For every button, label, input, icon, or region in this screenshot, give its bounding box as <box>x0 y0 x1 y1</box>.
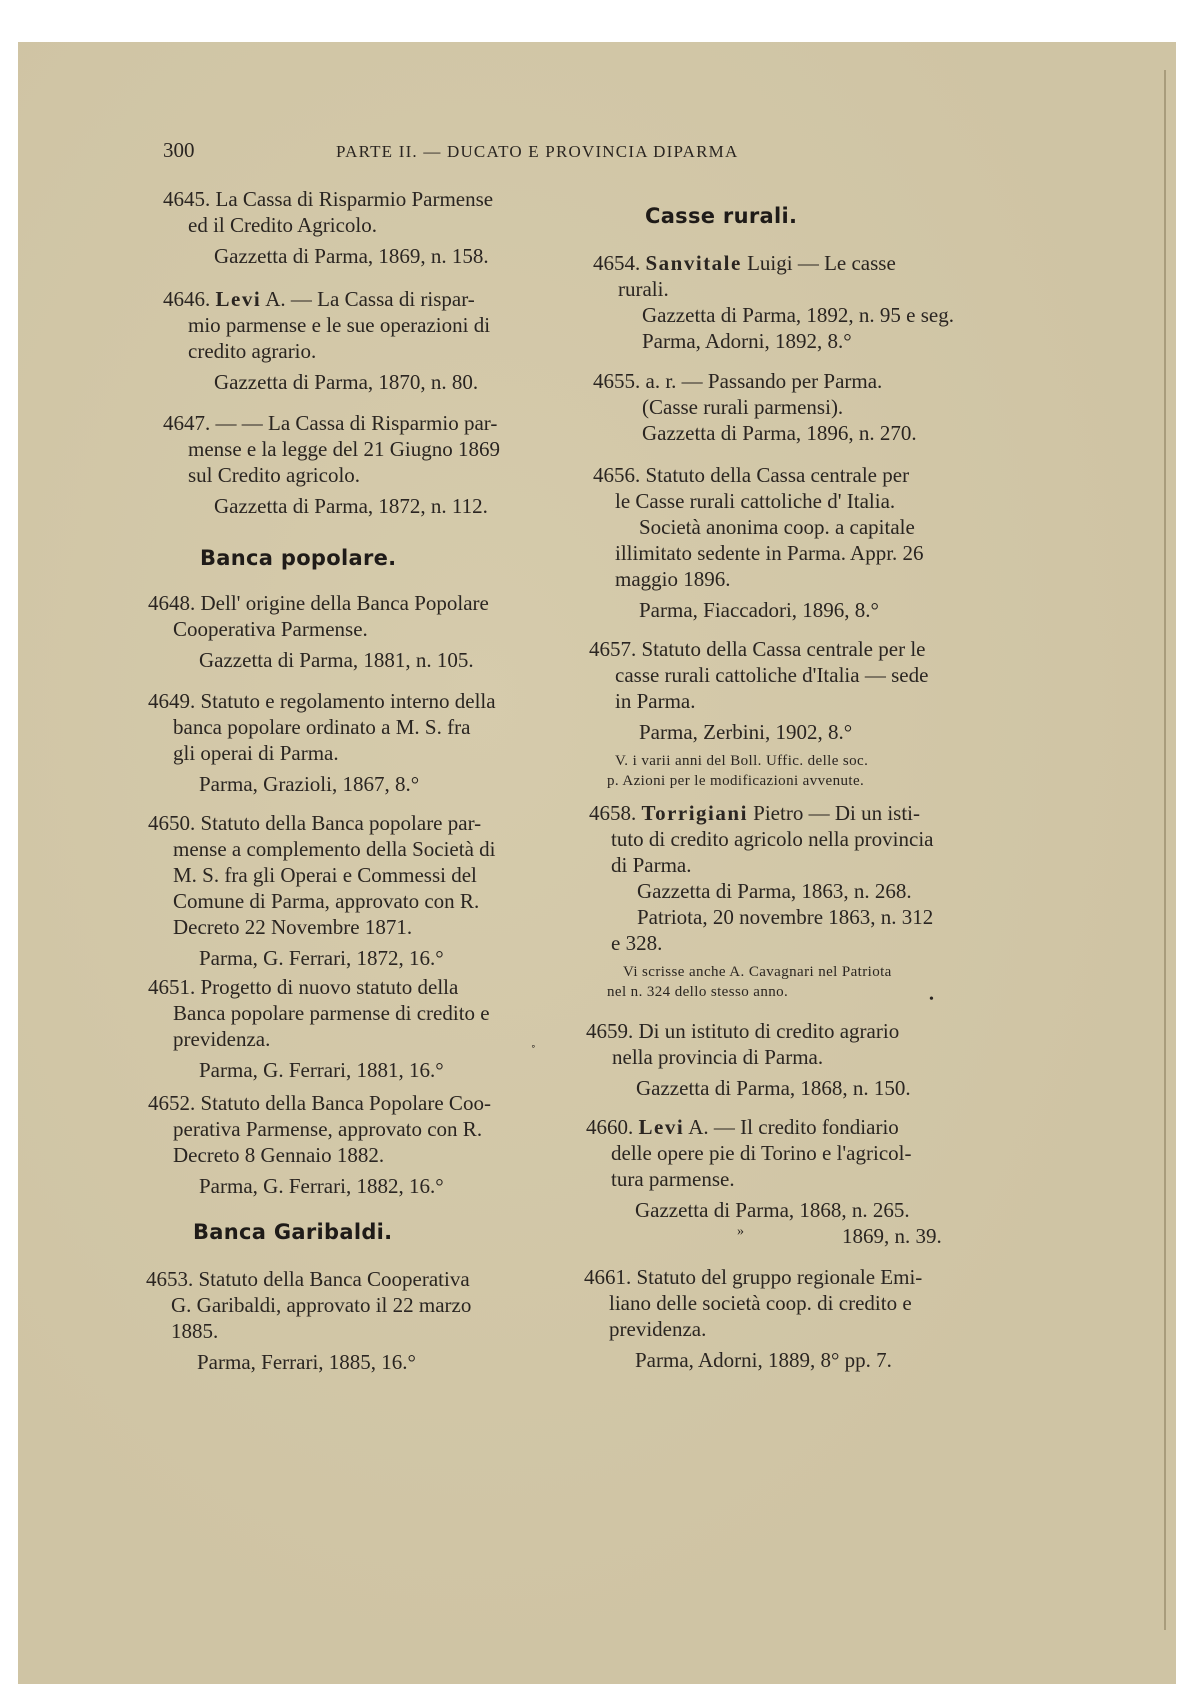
entry-line: previdenza. <box>173 1027 271 1051</box>
entry-publication: Gazzetta di Parma, 1869, n. 158. <box>214 244 489 268</box>
entry-line: le Casse rurali cattoliche d' Italia. <box>615 489 896 513</box>
entry-line: (Casse rurali parmensi). <box>642 395 844 419</box>
entry-4651 <box>148 974 490 1083</box>
entry-line: 4648. Dell' origine della Banca Popolare <box>148 591 489 615</box>
entry-note: V. i varii anni del Boll. Uffic. delle soc. <box>615 753 869 769</box>
entry-title: A. — Il credito fondiario <box>688 1115 899 1139</box>
entry-4657 <box>589 636 928 791</box>
entry-title: A. — La Cassa di rispar- <box>265 287 475 311</box>
entry-publication: Parma, Grazioli, 1867, 8.° <box>199 772 420 796</box>
page-edge <box>1164 70 1166 1630</box>
entry-line: in Parma. <box>615 689 696 713</box>
entry-number: 4658. <box>589 801 637 825</box>
entry-publication: Gazzetta di Parma, 1892, n. 95 e seg. <box>642 303 954 327</box>
entry-line: tuto di credito agricolo nella provincia <box>611 827 934 851</box>
entry-publication: Parma, Adorni, 1889, 8° pp. 7. <box>635 1348 892 1372</box>
entry-publication: 1869, n. 39. <box>842 1224 942 1248</box>
entry-line: Cooperativa Parmense. <box>173 617 368 641</box>
entry-publication: Parma, Zerbini, 1902, 8.° <box>639 720 853 744</box>
entry-line: Comune di Parma, approvato con R. <box>173 889 480 913</box>
entry-4661 <box>584 1264 922 1373</box>
entry-publication: Parma, G. Ferrari, 1881, 16.° <box>199 1058 444 1082</box>
entry-line: Decreto 22 Novembre 1871. <box>173 915 413 939</box>
entry-line: Società anonima coop. a capitale <box>639 515 915 539</box>
entry-publication: Parma, G. Ferrari, 1872, 16.° <box>199 946 444 970</box>
entry-line: casse rurali cattoliche d'Italia — sede <box>615 663 929 687</box>
entry-title: Pietro — Di un isti- <box>753 801 920 825</box>
entry-line: 4651. Progetto di nuovo statuto della <box>148 975 459 999</box>
entry-line: delle opere pie di Torino e l'agricol- <box>611 1141 912 1165</box>
entry-line: mense e la legge del 21 Giugno 1869 <box>188 437 501 461</box>
entry-publication: Gazzetta di Parma, 1863, n. 268. <box>637 879 912 903</box>
entry-title: Luigi — Le casse <box>747 251 896 275</box>
entry-line: 4653. Statuto della Banca Cooperativa <box>146 1267 470 1291</box>
entry-publication: Patriota, 20 novembre 1863, n. 312 <box>637 905 934 929</box>
entry-line: rurali. <box>618 277 669 301</box>
entry-line: di Parma. <box>611 853 692 877</box>
entry-line: M. S. fra gli Operai e Commessi del <box>173 863 477 887</box>
entry-4655 <box>593 368 917 446</box>
entry-publication: Parma, Adorni, 1892, 8.° <box>642 329 852 353</box>
running-head: PARTE II. — DUCATO E PROVINCIA DIPARMA <box>336 142 739 161</box>
entry-publication: Gazzetta di Parma, 1868, n. 150. <box>636 1076 911 1100</box>
entry-4648 <box>148 590 489 673</box>
entry-publication: Gazzetta di Parma, 1872, n. 112. <box>214 494 488 518</box>
entry-note: nel n. 324 dello stesso anno. <box>607 984 789 1000</box>
speck-mark: ˚ <box>531 1044 536 1059</box>
entry-publication: Parma, Fiaccadori, 1896, 8.° <box>639 598 879 622</box>
entry-author: Levi <box>638 1115 685 1139</box>
entry-publication: Parma, Ferrari, 1885, 16.° <box>197 1350 416 1374</box>
entry-4646 <box>163 286 490 395</box>
entry-publication: Gazzetta di Parma, 1870, n. 80. <box>214 370 479 394</box>
entry-4654 <box>593 250 954 354</box>
entry-line: ed il Credito Agricolo. <box>188 213 377 237</box>
entry-line: Banca popolare parmense di credito e <box>173 1001 490 1025</box>
entry-author: Sanvitale <box>645 251 742 275</box>
section-heading-banca-garibaldi: Banca Garibaldi. <box>193 1220 393 1244</box>
entry-author: Torrigiani <box>641 801 748 825</box>
entry-4653 <box>146 1266 471 1375</box>
entry-publication: Gazzetta di Parma, 1868, n. 265. <box>635 1198 910 1222</box>
entry-note: p. Azioni per le modificazioni avvenute. <box>607 773 865 789</box>
entry-4649 <box>148 688 496 797</box>
entry-line: illimitato sedente in Parma. Appr. 26 <box>615 541 924 565</box>
entry-line: 1885. <box>171 1319 219 1343</box>
entry-line: credito agrario. <box>188 339 317 363</box>
entry-publication: Gazzetta di Parma, 1881, n. 105. <box>199 648 474 672</box>
entry-line: 4649. Statuto e regolamento interno della <box>148 689 496 713</box>
section-heading-casse-rurali: Casse rurali. <box>645 204 798 228</box>
entry-line: 4650. Statuto della Banca popolare par- <box>148 811 482 835</box>
entry-4647 <box>163 410 500 519</box>
speck-mark: • <box>929 992 934 1007</box>
entry-line: maggio 1896. <box>615 567 731 591</box>
entry-line: 4652. Statuto della Banca Popolare Coo- <box>148 1091 491 1115</box>
entry-line: liano delle società coop. di credito e <box>609 1291 912 1315</box>
entry-4650 <box>148 810 495 971</box>
entry-line: G. Garibaldi, approvato il 22 marzo <box>171 1293 472 1317</box>
entry-line: sul Credito agricolo. <box>188 463 361 487</box>
entry-line: mense a complemento della Società di <box>173 837 496 861</box>
entry-4652 <box>148 1090 491 1199</box>
entry-line: 4645. La Cassa di Risparmio Parmense <box>163 187 494 211</box>
section-heading-banca-popolare: Banca popolare. <box>200 546 397 570</box>
entry-line: tura parmense. <box>611 1167 735 1191</box>
entry-line: gli operai di Parma. <box>173 741 339 765</box>
entry-line: 4647. — — La Cassa di Risparmio par- <box>163 411 498 435</box>
entry-line: mio parmense e le sue operazioni di <box>188 313 491 337</box>
entry-line: 4657. Statuto della Cassa centrale per le <box>589 637 926 661</box>
entry-line: nella provincia di Parma. <box>612 1045 824 1069</box>
entry-line: previdenza. <box>609 1317 707 1341</box>
entry-author: Levi <box>215 287 262 311</box>
entry-publication: Parma, G. Ferrari, 1882, 16.° <box>199 1174 444 1198</box>
entry-number: 4660. <box>586 1115 634 1139</box>
entry-4660 <box>586 1114 942 1249</box>
entry-number: 4646. <box>163 287 211 311</box>
entry-line: 4661. Statuto del gruppo regionale Emi- <box>584 1265 923 1289</box>
page-number: 300 <box>163 138 195 162</box>
entry-4659 <box>586 1018 911 1101</box>
entry-4656 <box>593 462 924 623</box>
entry-line: 4659. Di un istituto di credito agrario <box>586 1019 900 1043</box>
ditto-mark: » <box>737 1224 744 1239</box>
entry-line: perativa Parmense, approvato con R. <box>173 1117 483 1141</box>
entry-line: 4655. a. r. — Passando per Parma. <box>593 369 883 393</box>
entry-number: 4654. <box>593 251 641 275</box>
entry-publication: e 328. <box>611 931 663 955</box>
entry-line: banca popolare ordinato a M. S. fra <box>173 715 471 739</box>
entry-publication: Gazzetta di Parma, 1896, n. 270. <box>642 421 917 445</box>
entry-4658 <box>589 800 933 1002</box>
entry-line: 4656. Statuto della Cassa centrale per <box>593 463 910 487</box>
entry-4645 <box>163 186 493 269</box>
entry-line: Decreto 8 Gennaio 1882. <box>173 1143 385 1167</box>
entry-note: Vi scrisse anche A. Cavagnari nel Patriota <box>623 964 892 980</box>
